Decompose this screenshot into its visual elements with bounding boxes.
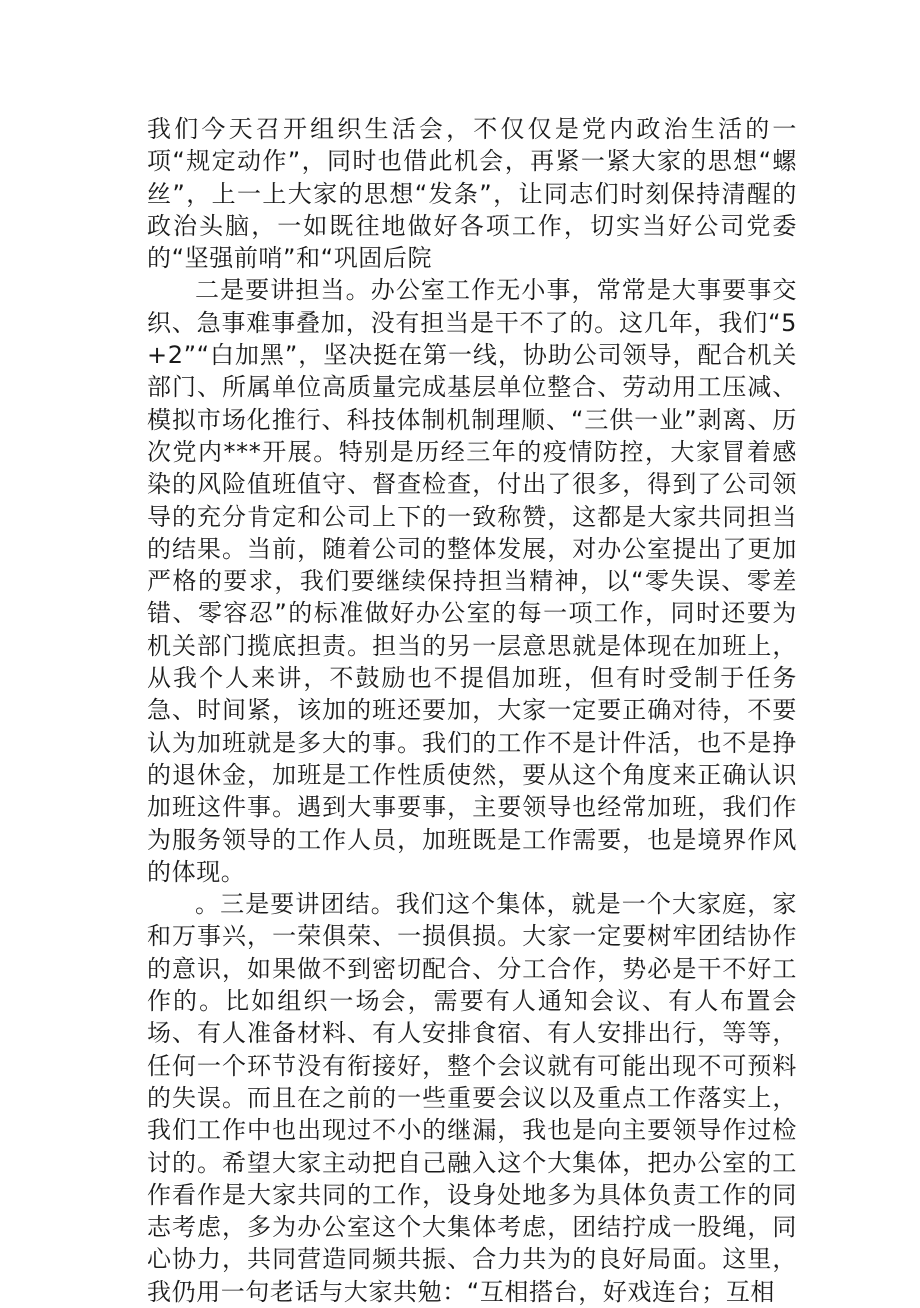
paragraph-opening: 我们今天召开组织生活会，不仅仅是党内政治生活的一项“规定动作”，同时也借此机会，再紧一紧大家的思想“螺丝”，上一上大家的思想“发条”，让同志们时刻保持清醒的政治头脑，一如既往地做好各项工作，切实当好公司党委的“坚强前哨”和“巩固后院 xyxy=(147,115,797,273)
paragraph-responsibility: 二是要讲担当。办公室工作无小事，常常是大事要事交织、急事难事叠加，没有担当是干不了的。这几年，我们“5+2”“白加黑”，坚决挺在第一线，协助公司领导，配合机关部门、所属单位高质量完成基层单位整合、劳动用工压减、模拟市场化推行、科技体制机制理顺、“三供一业”剥离、历次党内***开展。特别是历经三年的疫情防控，大家冒着感染的风险值班值守、督查检查，付出了很多，得到了公司领导的充分肯定和公司上下的一致称赞，这都是大家共同担当的结果。当前，随着公司的整体发展，对办公室提出了更加严格的要求，我们要继续保持担当精神，以“零失误、零差错、零容忍”的标准做好办公室的每一项工作，同时还要为机关部门揽底担责。担当的另一层意思就是体现在加班上，从我个人来讲，不鼓励也不提倡加班，但有时受制于任务急、时间紧，该加的班还要加，大家一定要正确对待，不要认为加班就是多大的事。我们的工作不是计件活，也不是挣的退休金，加班是工作性质使然，要从这个角度来正确认识加班这件事。遇到大事要事，主要领导也经常加班，我们作为服务领导的工作人员，加班既是工作需要，也是境界作风的体现。 xyxy=(147,276,797,886)
document-body xyxy=(147,113,797,1308)
paragraph-unity: 。三是要讲团结。我们这个集体，就是一个大家庭，家和万事兴，一荣俱荣、一损俱损。大家一定要树牢团结协作的意识，如果做不到密切配合、分工合作，势必是干不好工作的。比如组织一场会，需要有人通知会议、有人布置会场、有人准备材料、有人安排食宿、有人安排出行，等等，任何一个环节没有衔接好，整个会议就有可能出现不可预料的失误。而且在之前的一些重要会议以及重点工作落实上，我们工作中也出现过不小的继漏，我也是向主要领导作过检讨的。希望大家主动把自己融入这个大集体，把办公室的工作看作是大家共同的工作，设身处地多为具体负责工作的同志考虑，多为办公室这个大集体考虑，团结拧成一股绳，同心协力，共同营造同频共振、合力共为的良好局面。这里，我仍用一句老话与大家共勉：“互相搭台，好戏连台；互相 xyxy=(147,890,797,1306)
